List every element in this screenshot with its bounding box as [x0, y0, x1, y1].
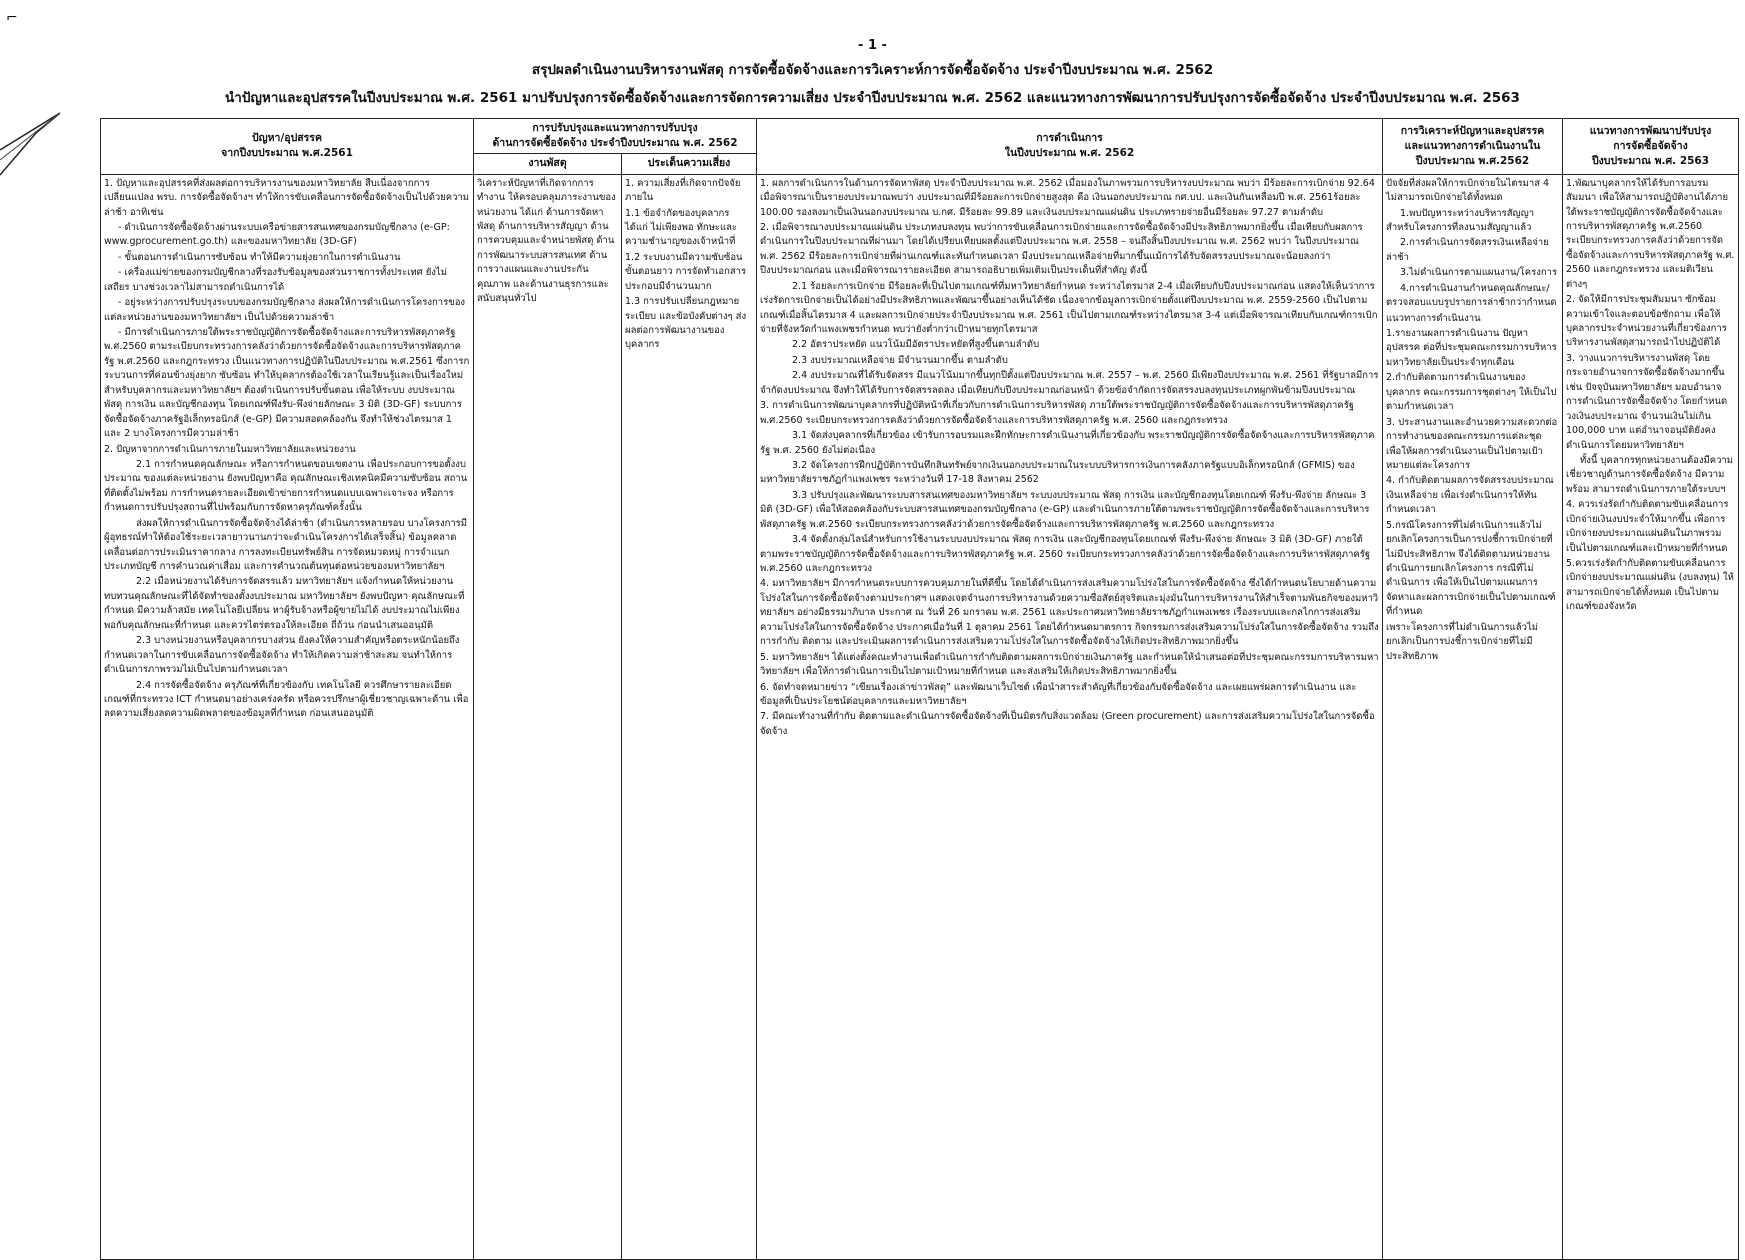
paragraph: 5.ควรเร่งรัดกำกับติดตามขับเคลื่อนการเบิกจ่ายงบประมาณแผ่นดิน (งบลงทุน) ให้สามารถเบิกจ่ายได้ทั้งหมด เป็นไปตามเกณฑ์ของจังหวัด: [1566, 558, 1734, 613]
paragraph: แนวทางการดำเนินงาน: [1386, 312, 1481, 324]
paragraph: 2.1 ร้อยละการเบิกจ่าย มีร้อยละที่เป็นไปตามเกณฑ์ที่มหาวิทยาลัยกำหนด ระหว่างไตรมาส 2-4 เมื่อเทียบกับปีงบประมาณก่อน แสดงให้เห็นว่าการเร่งรัดการเบิกจ่ายเป็นได้อย่างมีประสิทธิภาพและพัฒนาขึ้นอย่างเห็นได้ชัด เนื่องจากข้อมูลการเบิกจ่ายตั้งแต่ปีงบประมาณ พ.ศ. 2559-2560 เป็นไปตามเกณฑ์เมื่อสิ้นไตรมาส 4 และผลการเบิกจ่ายประจำปีงบประมาณ พ.ศ. 2561 เป็นไปตามเกณฑ์ระหว่างไตรมาส 3-4 แต่เมื่อพิจารณาเทียบกับเกณฑ์การเบิกจ่ายที่จังหวัดกำแพงเพชรกำหนด พบว่ายังต่ำกว่าเป้าหมายทุกไตรมาส: [760, 280, 1378, 336]
header-risk: ประเด็นความเสี่ยง: [622, 154, 757, 174]
header-text: ด้านการจัดซื้อจัดจ้าง ประจำปีงบประมาณ พ.ศ. 2562: [492, 137, 738, 150]
paragraph: 2.3 งบประมาณเหลือจ่าย มีจำนวนมากขึ้น ตามลำดับ: [792, 354, 1008, 366]
header-text: การดำเนินการ: [1036, 132, 1103, 145]
paragraph: 4. ควรเร่งรัดกำกับติดตามขับเคลื่อนการเบิกจ่ายเงินงบประจำให้มากขึ้น เพื่อการเบิกจ่ายงบประมาณแผ่นดินในภาพรวมเป็นไปตามเกณฑ์และเป้าหมายที่กำหนด: [1566, 499, 1729, 554]
table-row: [101, 174, 1739, 1259]
supplies-cell: [474, 174, 622, 1259]
header-text: และแนวทางการดำเนินงานใน: [1404, 139, 1541, 152]
paragraph: 3. วางแนวการบริหารงานพัสดุ โดยกระจายอำนาจการจัดซื้อจัดจ้างมากขึ้น เช่น ปัจจุบันมหาวิทยาลัยฯ มอบอำนาจการดำเนินการจัดซื้อจัดจ้าง โดยกำหนดวงเงินงบประมาณ จำนวนเงินไม่เกิน 100,000 บาท แต่อำนาจอนุมัติยังคงดำเนินการโดยมหาวิทยาลัยฯ: [1566, 352, 1728, 451]
header-supplies: งานพัสดุ: [474, 154, 622, 174]
paragraph: 2.การดำเนินการจัดสรรเงินเหลือจ่ายล่าช้า: [1386, 237, 1549, 263]
analysis-cell: [1383, 174, 1563, 1259]
operations-cell: [757, 174, 1383, 1259]
paragraph: 3.ไม่ดำเนินการตามแผนงาน/โครงการ: [1400, 267, 1558, 279]
header-text: การปรับปรุงและแนวทางการปรับปรุง: [532, 122, 698, 134]
paragraph: 4. มหาวิทยาลัยฯ มีการกำหนดระบบการควบคุมภายในที่ดีขึ้น โดยได้ดำเนินการส่งเสริมความโปร่งใสในการจัดซื้อจัดจ้าง ซึ่งได้กำหนดนโยบายด้านความโปร่งใสในการจัดซื้อจัดจ้างตามประกาศฯ แสดงเจตจำนงการบริหารงานด้วยความซื่อสัตย์สุจริตและมุ่งมั่นในการบริหารงานให้สำเร็จตามพันธกิจของมหาวิทยาลัยฯ อย่างมีธรรมาภิบาล ประกาศ ณ วันที่ 26 มกราคม พ.ศ. 2561 และประกาศมหาวิทยาลัยราชภัฏกำแพงเพชร เรื่องระบบและกลไกการส่งเสริมความโปร่งใสในการจัดซื้อจัดจ้าง ประกาศเมื่อวันที่ 1 ตุลาคม 2561 โดยได้กำหนดมาตรการ กิจกรรมการส่งเสริมความโปร่งใสในการจัดซื้อจัดจ้าง รวมถึงการกำกับ ติดตาม และประเมินผลการดำเนินการส่งเสริมความโปร่งใสในการจัดซื้อจัดจ้างให้เกิดประสิทธิภาพมากยิ่งขึ้น: [760, 578, 1379, 648]
paragraph: ทั้งนี้ บุคลากรทุกหน่วยงานต้องมีความเชี่ยวชาญด้านการจัดซื้อจัดจ้าง มีความพร้อม สามารถดำเนินการภายใต้ระบบฯ: [1566, 454, 1734, 495]
risk-cell: [622, 174, 757, 1259]
paragraph: 6. จัดทำจดหมายข่าว “เขียนเรื่องเล่าข่าวพัสดุ” และพัฒนาเว็บไซต์ เพื่อนำสาระสำคัญที่เกี่ยวข้องกับจัดซื้อจัดจ้าง และเผยแพร่ผลการดำเนินงาน และข้อมูลที่เป็นประโยชน์ต่อบุคลากรและมหาวิทยาลัยฯ: [760, 681, 1357, 707]
paragraph: 1. ความเสี่ยงที่เกิดจากปัจจัยภายใน: [625, 177, 741, 204]
paragraph: 3.1 จัดส่งบุคลากรที่เกี่ยวข้อง เข้ารับการอบรมและฝึกทักษะการดำเนินงานที่เกี่ยวข้องกับ พระราชบัญญัติการจัดซื้อจัดจ้างและการบริหารพัสดุภาครัฐ พ.ศ. 2560 ยังไม่ต่อเนื่อง: [760, 430, 1375, 456]
paragraph: 1.2 ระบบงานมีความซับซ้อน ขั้นตอนยาว การจัดทำเอกสารประกอบมีจำนวนมาก: [625, 251, 747, 292]
summary-table: [100, 118, 1739, 1260]
header-text: ปีงบประมาณ พ.ศ.2562: [1415, 154, 1530, 167]
paragraph: 2. เมื่อพิจารณางบประมาณแผ่นดิน ประเภทงบลงทุน พบว่าการขับเคลื่อนการเบิกจ่ายและการจัดซื้อจัดจ้างมีประสิทธิภาพมากยิ่งขึ้น เมื่อเทียบกับผลการดำเนินการในปีงบประมาณที่ผ่านมา โดยได้เปรียบเทียบผลตั้งแต่ปีงบประมาณ พ.ศ. 2558 – จนถึงสิ้นปีงบประมาณ พ.ศ. 2562 พบว่า ในปีงบประมาณ พ.ศ. 2562 มีร้อยละการเบิกจ่ายที่ผ่านเกณฑ์และทันกำหนดเวลา มีงบประมาณเหลือจ่ายที่มากขึ้นแม้การได้รับจัดสรรงบประมาณจะน้อยลงกว่าปีงบประมาณก่อน และเมื่อพิจารณารายละเอียด สามารถอธิบายเพิ่มเติมเป็นประเด็นที่สำคัญ ดังนี้: [760, 221, 1363, 277]
paragraph: วิเคราะห์ปัญหาที่เกิดจากการทำงาน ให้ครอบคลุมภาระงานของหน่วยงาน ได้แก่ ด้านการจัดหาพัสดุ ด้านการบริหารสัญญา ด้านการควบคุมและจำหน่ายพัสดุ ด้านการพัฒนาระบบสารสนเทศ ด้านการวางแผนและงานประกันคุณภาพ และด้านงานธุรการและสนับสนุนทั่วไป: [477, 177, 616, 305]
header-analysis: [1383, 119, 1563, 175]
paragraph: - มีการดำเนินการภายใต้พระราชบัญญัติการจัดซื้อจัดจ้างและการบริหารพัสดุภาครัฐ พ.ศ.2560 ตามระเบียบกระทรวงการคลังว่าด้วยการจัดซื้อจัดจ้างและการบริหารพัสดุภาครัฐ พ.ศ.2560 และกฎกระทรวง เป็นแนวทางการปฏิบัติในปีงบประมาณ พ.ศ.2561 ซึ่งการกระบวนการที่ค่อนข้างยุ่งยาก ซับซ้อน ทำให้บุคลากรต้องใช้เวลาในเรียนรู้และเป็นเรื่องใหม่สำหรับบุคลากรและมหาวิทยาลัยฯ ต้องดำเนินการปรับขั้นตอน เพื่อให้ระบบ งบประมาณ พัสดุ การเงิน และบัญชีกองทุน โดยเกณฑ์พึงรับ-พึงจ่ายลักษณะ 3 มิติ (3D-GF) ระบบการจัดซื้อจัดจ้างภาครัฐอิเล็กทรอนิกส์ (e-GP) มีความสอดคล้องกัน จึงทำให้ช่วงไตรมาส 1 และ 2 บางโครงการมีความล่าช้า: [104, 327, 470, 440]
paragraph: 2.2 เมื่อหน่วยงานได้รับการจัดสรรแล้ว มหาวิทยาลัยฯ แจ้งกำหนดให้หน่วยงานทบทวนคุณลักษณะที่ได้จัดทำของตั้งงบประมาณ มหาวิทยาลัยฯ ยังพบปัญหา คุณลักษณะที่กำหนด มีความล้าสมัย เทคโนโลยีเปลี่ยน หาผู้รับจ้างหรือผู้ขายไม่ได้ งบประมาณไม่เพียงพอกับคุณลักษณะที่กำหนด และควรไตร่ตรองให้ละเอียด ถี่ถ้วน ก่อนนำเสนออนุมัติ: [104, 576, 465, 631]
paragraph: 7. มีคณะทำงานที่กำกับ ติดตามและดำเนินการจัดซื้อจัดจ้างที่เป็นมิตรกับสิ่งแวดล้อม (Green procurement) และการส่งเสริมความโปร่งใสในการจัดซื้อจัดจ้าง: [760, 711, 1375, 737]
paragraph: 2. ปัญหาจากการดำเนินการภายในมหาวิทยาลัยและหน่วยงาน: [104, 443, 356, 455]
document-title: สรุปผลดำเนินงานบริหารงานพัสดุ การจัดซื้อจัดจ้างและการวิเคราะห์การจัดซื้อจัดจ้าง ประจำปีงบประมาณ พ.ศ. 2562: [531, 62, 1214, 78]
header-text: ปีงบประมาณ พ.ศ. 2563: [1591, 154, 1710, 167]
header-text: การจัดซื้อจัดจ้าง: [1613, 139, 1688, 152]
paragraph: 1.พบปัญหาระหว่างบริหารสัญญา สำหรับโครงการที่ลงนามสัญญาแล้ว: [1386, 207, 1535, 233]
paragraph: 3.4 จัดตั้งกลุ่มไลน์สำหรับการใช้งานระบบงบประมาณ พัสดุ การเงิน และบัญชีกองทุนโดยเกณฑ์ พึงรับ-พึงจ่าย ลักษณะ 3 มิติ (3D-GF) ภายใต้ตามพระราชบัญญัติการจัดซื้อจัดจ้างและการบริหารพัสดุภาครัฐ พ.ศ. 2560 ระเบียบกระทรวงการคลังว่าด้วยการจัดซื้อจัดจ้างและการบริหารพัสดุภาครัฐ พ.ศ.2560 และกฎกระทรวง: [760, 534, 1371, 575]
header-improvement-group: [474, 119, 757, 154]
header-text: แนวทางการพัฒนาปรับปรุง: [1589, 124, 1712, 137]
paragraph: 2.1 การกำหนดคุณลักษณะ หรือการกำหนดขอบเขตงาน เพื่อประกอบการขอตั้งงบประมาณ ของแต่ละหน่วยงาน ยังพบปัญหาคือ คุณลักษณะเชิงเทคนิคมีความซับซ้อน สถานที่ติดตั้งไม่พร้อม การกำหนดรายละเอียดเข้าข่ายการกำหนดแบบเฉพาะเจาะจง หรือการกำหนดการปรับปรุงสถานที่ไปพร้อมกับการจัดหาครุภัณฑ์ครั้งนั้น: [104, 458, 468, 514]
header-text: ปัญหา/อุปสรรค: [252, 132, 322, 145]
header-text: การวิเคราะห์ปัญหาและอุปสรรค: [1400, 124, 1545, 137]
paragraph: 1. ผลการดำเนินการในด้านการจัดหาพัสดุ ประจำปีงบประมาณ พ.ศ. 2562 เมื่อมองในภาพรวมการบริหารงบประมาณ พบว่า มีร้อยละการเบิกจ่าย 92.64 เมื่อพิจารณาเป็นรายงบประมาณพบว่า งบประมาณที่มีร้อยละการเบิกจ่ายสูงสุด คือ เงินนอกงบประมาณ กศ.บป. และเงินกันเหลื่อมปี พ.ศ. 2561ร้อยละ 100.00 รองลงมาเป็นเงินนอกงบประมาณ บ.กศ. มีร้อยละ 99.89 และเงินงบประมาณแผ่นดิน ประเภทรายจ่ายอื่นมีร้อยละ 97.27 ตามลำดับ: [760, 177, 1375, 218]
paragraph: - ดำเนินการจัดซื้อจัดจ้างผ่านระบบเครือข่ายสารสนเทศของกรมบัญชีกลาง (e-GP: www.gprocurement.go.th) และของมหาวิทยาลัย (3D-GF): [104, 221, 450, 248]
header-row-1: [101, 119, 1739, 154]
page-number: - 1 -: [858, 38, 887, 53]
paragraph: 3. ประสานงานและอำนวยความสะดวกต่อการทำงานของคณะกรรมการแต่ละชุด เพื่อให้ผลการดำเนินงานเป็นไปตามเป้าหมายแต่ละโครงการ: [1386, 416, 1558, 471]
paragraph: 2. จัดให้มีการประชุมสัมมนา ซักซ้อมความเข้าใจและตอบข้อซักถาม เพื่อให้บุคลากรประจำหน่วยงานที่เกี่ยวข้องการบริหารงานพัสดุสามารถนำไปปฏิบัติได้: [1566, 294, 1727, 349]
header-problems: [101, 119, 474, 175]
paragraph: - เครื่องแม่ข่ายของกรมบัญชีกลางที่รองรับข้อมูลของส่วนราชการทั้งประเทศ ยังไม่เสถียร บางช่วงเวลาไม่สามารถดำเนินการได้: [104, 267, 447, 293]
paragraph: 4.การดำเนินงานกำหนดคุณลักษณะ/ตรวจสอบแบบรูปรายการล่าช้ากว่ากำหนด: [1386, 282, 1557, 309]
paragraph: 2.4 การจัดซื้อจัดจ้าง ครุภัณฑ์ที่เกี่ยวข้องกับ เทคโนโลยี ควรศึกษารายละเอียดเกณฑ์ที่กระทรวง ICT กำหนดมาอย่างเคร่งครัด หรือควรปรึกษาผู้เชี่ยวชาญเฉพาะด้าน เพื่อลดความเสี่ยงลดความผิดพลาดของข้อมูลที่กำหนด ก่อนเสนออนุมัติ: [104, 679, 469, 720]
header-development: [1563, 119, 1739, 175]
paragraph: 2.2 อัตราประหยัด แนวโน้มมีอัตราประหยัดที่สูงขึ้นตามลำดับ: [792, 339, 1040, 351]
paragraph: 4. กำกับติดตามผลการจัดสรรงบประมาณเงินเหลือจ่าย เพื่อเร่งดำเนินการให้ทันกำหนดเวลา: [1386, 475, 1554, 516]
paragraph: ส่งผลให้การดำเนินการจัดซื้อจัดจ้างได้ล่าช้า (ดำเนินการหลายรอบ บางโครงการมีผู้อุทธรณ์ทำให้ต้องใช้ระยะเวลายาวนานกว่าจะดำเนินโครงการได้เสร็จสิ้น) ข้อมูลคลาดเคลื่อนต่อการประเมินราคากลาง การลงทะเบียนทรัพย์สิน การจัดหมวดหมู่ การจำแนกประเภทบัญชี การคำนวณค่าเสื่อม และการคำนวณต้นทุนต่อหน่วยของมหาวิทยาลัยฯ: [104, 517, 468, 573]
paragraph: ปัจจัยที่ส่งผลให้การเบิกจ่ายในไตรมาส 4 ไม่สามารถเบิกจ่ายได้ทั้งหมด: [1386, 177, 1550, 204]
paragraph: 5. มหาวิทยาลัยฯ ได้แต่งตั้งคณะทำงานเพื่อดำเนินการกำกับติดตามผลการเบิกจ่ายเงินภาครัฐ และกำหนดให้นำเสนอต่อที่ประชุมคณะกรรมการบริหารมหาวิทยาลัยฯ เพื่อให้การดำเนินการเป็นไปตามเป้าหมายที่กำหนด และส่งเสริมให้เกิดประสิทธิภาพมากยิ่งขึ้น: [760, 651, 1379, 678]
paragraph: 1.1 ข้อจำกัดของบุคลากร ได้แก่ ไม่เพียงพอ ทักษะและความชำนาญของเจ้าหน้าที่: [625, 207, 738, 248]
paragraph: 1.พัฒนาบุคลากรให้ได้รับการอบรม สัมมนา เพื่อให้สามารถปฏิบัติงานได้ภายใต้พระราชบัญญัติการจัดซื้อจัดจ้างและการบริหารพัสดุภาครัฐ พ.ศ.2560 ระเบียบกระทรวงการคลังว่าด้วยการจัดซื้อจัดจ้างและการบริหารพัสดุภาครัฐ พ.ศ. 2560 และกฎกระทรวง และมติเวียน ต่างๆ: [1566, 177, 1735, 290]
header-operations: [757, 119, 1383, 175]
paragraph: 1.3 การปรับเปลี่ยนกฎหมาย ระเบียบ และข้อบังคับต่างๆ ส่งผลต่อการพัฒนางานของบุคลากร: [625, 296, 747, 351]
paragraph: 3.2 จัดโครงการฝึกปฏิบัติการบันทึกสินทรัพย์จากเงินนอกงบประมาณในระบบบริหารการเงินการคลังภาครัฐแบบอิเล็กทรอนิกส์ (GFMIS) ของมหาวิทยาลัยราชภัฏกำแพงเพชร ระหว่างวันที่ 17-18 สิงหาคม 2562: [760, 459, 1355, 486]
corner-glyph-icon: ⌐: [6, 10, 18, 26]
paragraph: 1. ปัญหาและอุปสรรคที่ส่งผลต่อการบริหารงานของมหาวิทยาลัย สืบเนื่องจากการเปลี่ยนแปลง พรบ. การจัดซื้อจัดจ้างฯ ทำให้การขับเคลื่อนการจัดซื้อจัดจ้างเป็นไปด้วยความล่าช้า อาทิเช่น: [104, 177, 470, 218]
development-cell: [1563, 174, 1739, 1259]
document-subtitle: นำปัญหาและอุปสรรคในปีงบประมาณ พ.ศ. 2561 มาปรับปรุงการจัดซื้อจัดจ้างและการจัดการความเสี่ยง ประจำปีงบประมาณ พ.ศ. 2562 และแนวทางการพัฒนาการปรับปรุงการจัดซื้อจัดจ้าง ประจำปีงบประมาณ พ.ศ. 2563: [225, 90, 1520, 106]
paragraph: 2.กำกับติดตามการดำเนินงานของบุคลากร คณะกรรมการชุดต่างๆ ให้เป็นไปตามกำหนดเวลา: [1386, 372, 1557, 413]
paragraph: เพราะโครงการที่ไม่ดำเนินการแล้วไม่ยกเลิกเป็นการบ่งชี้การเบิกจ่ายที่ไม่มีประสิทธิภาพ: [1386, 621, 1539, 662]
paragraph: 2.3 บางหน่วยงานหรือบุคลากรบางส่วน ยังคงให้ความสำคัญหรือตระหนักน้อยถึงกำหนดเวลาในการขับเคลื่อนการจัดซื้อจัดจ้าง ทำให้เกิดความล่าช้าสะสม จนทำให้การดำเนินการภาพรวมไม่เป็นไปตามกำหนดเวลา: [104, 635, 460, 676]
paragraph: 1.รายงานผลการดำเนินงาน ปัญหาอุปสรรค ต่อที่ประชุมคณะกรรมการบริหารมหาวิทยาลัยเป็นประจำทุกเดือน: [1386, 328, 1557, 368]
paragraph: 5.กรณีโครงการที่ไม่ดำเนินการแล้วไม่ยกเลิกโครงการเป็นการปงชี้การเบิกจ่ายที่ไม่มีประสิทธิภาพ จึงได้ติดตามหน่วยงานดำเนินการยกเลิกโครงการ กรณีที่ไม่ดำเนินการ เพื่อให้เป็นไปตามแผนการจัดหาและผลการเบิกจ่ายเป็นไปตามเกณฑ์ที่กำหนด: [1386, 519, 1556, 618]
header-text: จากปีงบประมาณ พ.ศ.2561: [221, 147, 353, 160]
paragraph: - อยู่ระหว่างการปรับปรุงระบบของกรมบัญชีกลาง ส่งผลให้การดำเนินการโครงการของแต่ละหน่วยงานของมหาวิทยาลัยฯ เป็นไปด้วยความล่าช้า: [104, 297, 466, 323]
paragraph: 3.3 ปรับปรุงและพัฒนาระบบสารสนเทศของมหาวิทยาลัยฯ ระบบงบประมาณ พัสดุ การเงิน และบัญชีกองทุนโดยเกณฑ์ พึงรับ-พึงจ่าย ลักษณะ 3 มิติ (3D-GF) เพื่อให้สอดคล้องกับระบบสารสนเทศของกรมบัญชีกลาง (e-GP) และดำเนินการภายใต้ตามพระราชบัญญัติการจัดซื้อจัดจ้างและการบริหารพัสดุภาครัฐ พ.ศ.2560 ระเบียบกระทรวงการคลังว่าด้วยการจัดซื้อจัดจ้างและการบริหารพัสดุภาครัฐ พ.ศ.2560 และกฎกระทรวง: [760, 489, 1370, 530]
paragraph: 2.4 งบประมาณที่ได้รับจัดสรร มีแนวโน้มมากขึ้นทุกปีตั้งแต่ปีงบประมาณ พ.ศ. 2557 – พ.ศ. 2560 มีเพียงปีงบประมาณ พ.ศ. 2561 ที่รัฐบาลมีการจำกัดงบประมาณ จึงทำให้ได้รับการจัดสรรลดลง เมื่อเทียบกับปีงบประมาณก่อนหน้า ด้วยข้อจำกัดการจัดสรรงบลงทุนประเภทผูกพันข้ามปีงบประมาณ: [760, 370, 1379, 396]
header-text: ในปีงบประมาณ พ.ศ. 2562: [1004, 147, 1135, 160]
paragraph: - ขั้นตอนการดำเนินการซับซ้อน ทำให้มีความยุ่งยากในการดำเนินงาน: [118, 251, 401, 263]
problems-cell: [101, 174, 474, 1259]
paragraph: 3. การดำเนินการพัฒนาบุคลากรที่ปฏิบัติหน้าที่เกี่ยวกับการดำเนินการบริหารพัสดุ ภายใต้พระราชบัญญัติการจัดซื้อจัดจ้างและการบริหารพัสดุภาครัฐ พ.ศ.2560 ระเบียบกระทรวงการคลังว่าด้วยการจัดซื้อจัดจ้างและการบริหารพัสดุภาครัฐ พ.ศ. 2560 และกฎกระทรวง: [760, 400, 1355, 426]
